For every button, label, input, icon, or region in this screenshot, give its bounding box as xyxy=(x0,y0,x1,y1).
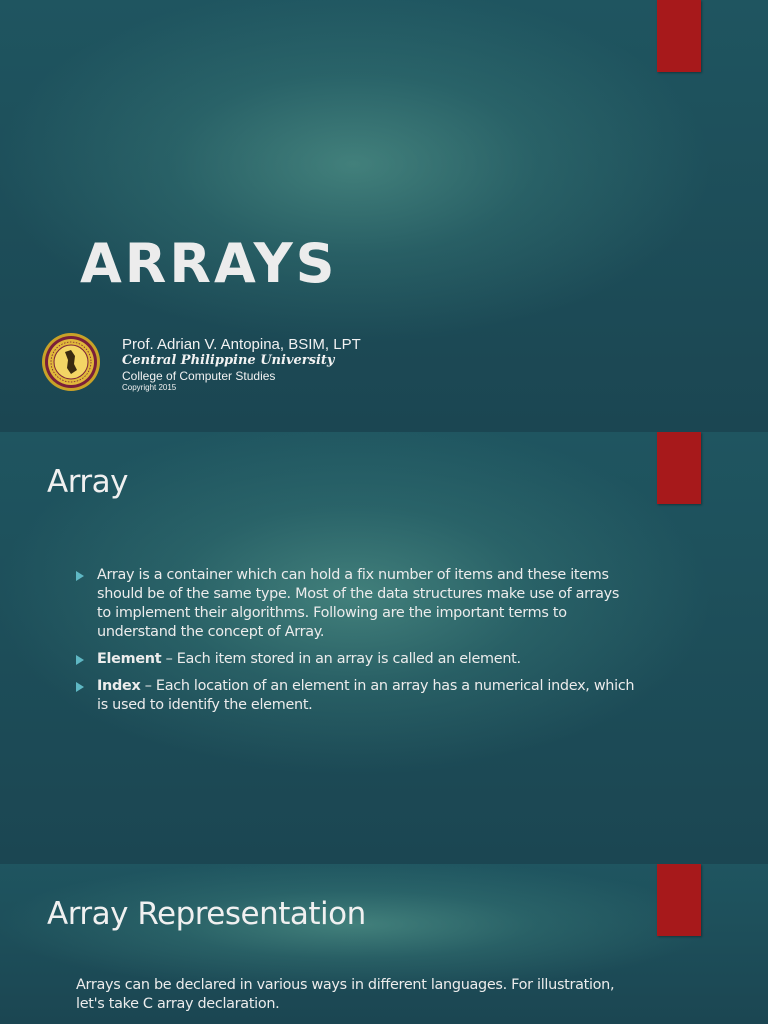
accent-bar xyxy=(657,864,701,936)
list-item xyxy=(76,566,636,642)
bullet-term: Index xyxy=(97,678,141,694)
presentation-title: ARRAYS xyxy=(80,232,338,295)
author-block xyxy=(122,336,361,393)
slide-title[interactable] xyxy=(0,0,768,432)
bullet-text: Array is a container which can hold a fix number of items and these items should be of the same type. Most of the data structures make use of arrays to implement their algorithms. Following are the important terms to understand the concept of Array. xyxy=(97,567,620,640)
triangle-bullet-icon xyxy=(76,682,84,692)
university-seal-icon xyxy=(41,332,101,392)
college-name: College of Computer Studies xyxy=(122,369,276,383)
bullet-text: – Each location of an element in an array has a numerical index, which is used to identify the element. xyxy=(97,678,635,713)
triangle-bullet-icon xyxy=(76,571,84,581)
list-item xyxy=(76,677,636,715)
list-item xyxy=(76,650,636,669)
triangle-bullet-icon xyxy=(76,655,84,665)
slide-array[interactable] xyxy=(0,432,768,864)
slide-body-text: Arrays can be declared in various ways in different languages. For illustration, let's take C array declaration. xyxy=(76,977,615,1012)
author-name: Prof. Adrian V. Antopina, BSIM, LPT xyxy=(122,336,361,353)
slide-heading: Array xyxy=(47,464,128,500)
slide-heading: Array Representation xyxy=(47,896,366,932)
copyright-text: Copyright 2015 xyxy=(122,383,177,392)
accent-bar xyxy=(657,432,701,504)
bullet-list xyxy=(76,566,636,723)
bullet-term: Element xyxy=(97,651,162,667)
bullet-text: – Each item stored in an array is called an element. xyxy=(161,651,521,667)
university-name: Central Philippine University xyxy=(122,353,335,368)
accent-bar xyxy=(657,0,701,72)
slide-array-representation[interactable] xyxy=(0,864,768,1024)
